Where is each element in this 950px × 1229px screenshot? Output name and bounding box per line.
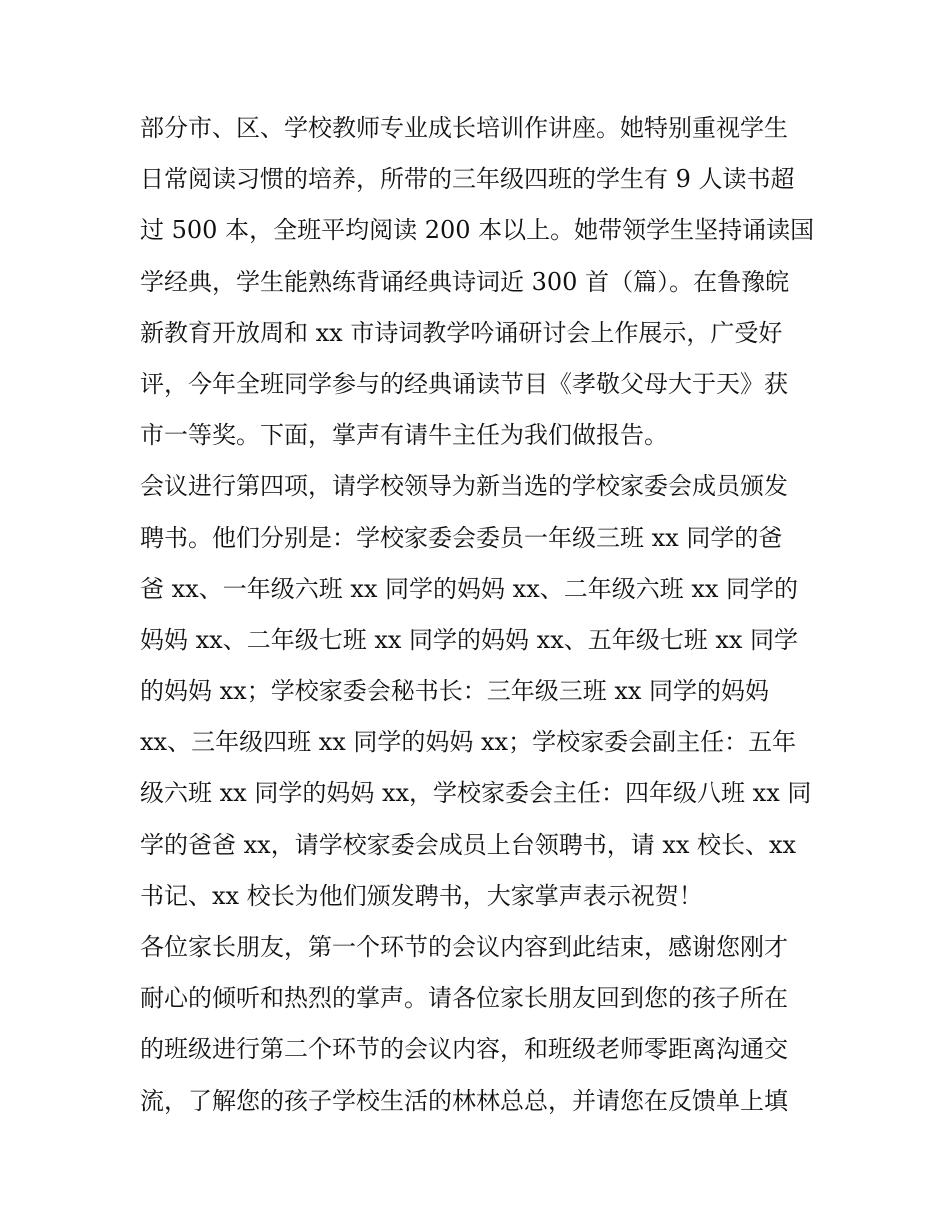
text-line: 日常阅读习惯的培养，所带的三年级四班的学生有 9 人读书超 (140, 165, 795, 194)
text-line: 流，了解您的孩子学校生活的林林总总，并请您在反馈单上填 (140, 1086, 788, 1115)
text-line: 评，今年全班同学参与的经典诵读节目《孝敬父母大于天》获 (140, 369, 788, 398)
text-line: 爸 xx、一年级六班 xx 同学的妈妈 xx、二年级六班 xx 同学的 (140, 574, 799, 603)
text-line: xx、三年级四班 xx 同学的妈妈 xx；学校家委会副主任：五年 (140, 728, 797, 757)
text-line: 各位家长朋友，第一个环节的会议内容到此结束，感谢您刚才 (140, 933, 788, 961)
text-line: 级六班 xx 同学的妈妈 xx，学校家委会主任：四年级八班 xx 同 (140, 779, 812, 808)
text-line: 市一等奖。下面，掌声有请牛主任为我们做报告。 (140, 421, 668, 450)
text-line: 会议进行第四项，请学校领导为新当选的学校家委会成员颁发 (140, 472, 788, 501)
document-page (140, 103, 815, 1127)
text-line: 学的爸爸 xx，请学校家委会成员上台领聘书，请 xx 校长、xx (140, 830, 797, 859)
text-line: 妈妈 xx、二年级七班 xx 同学的妈妈 xx、五年级七班 xx 同学 (140, 625, 799, 654)
text-line: 书记、xx 校长为他们颁发聘书，大家掌声表示祝贺！ (140, 881, 703, 910)
text-line: 部分市、区、学校教师专业成长培训作讲座。她特别重视学生 (140, 114, 788, 142)
text-line: 学经典，学生能熟练背诵经典诗词近 300 首（篇）。在鲁豫皖 (140, 267, 790, 296)
text-line: 的妈妈 xx；学校家委会秘书长：三年级三班 xx 同学的妈妈 (140, 677, 770, 706)
text-line: 过 500 本，全班平均阅读 200 本以上。她带领学生坚持诵读国 (140, 216, 815, 245)
text-line: 新教育开放周和 xx 市诗词教学吟诵研讨会上作展示，广受好 (140, 318, 783, 347)
text-line: 聘书。他们分别是：学校家委会委员一年级三班 xx 同学的爸 (140, 523, 783, 552)
text-line: 的班级进行第二个环节的会议内容，和班级老师零距离沟通交 (140, 1035, 788, 1064)
text-line: 耐心的倾听和热烈的掌声。请各位家长朋友回到您的孩子所在 (140, 984, 788, 1013)
